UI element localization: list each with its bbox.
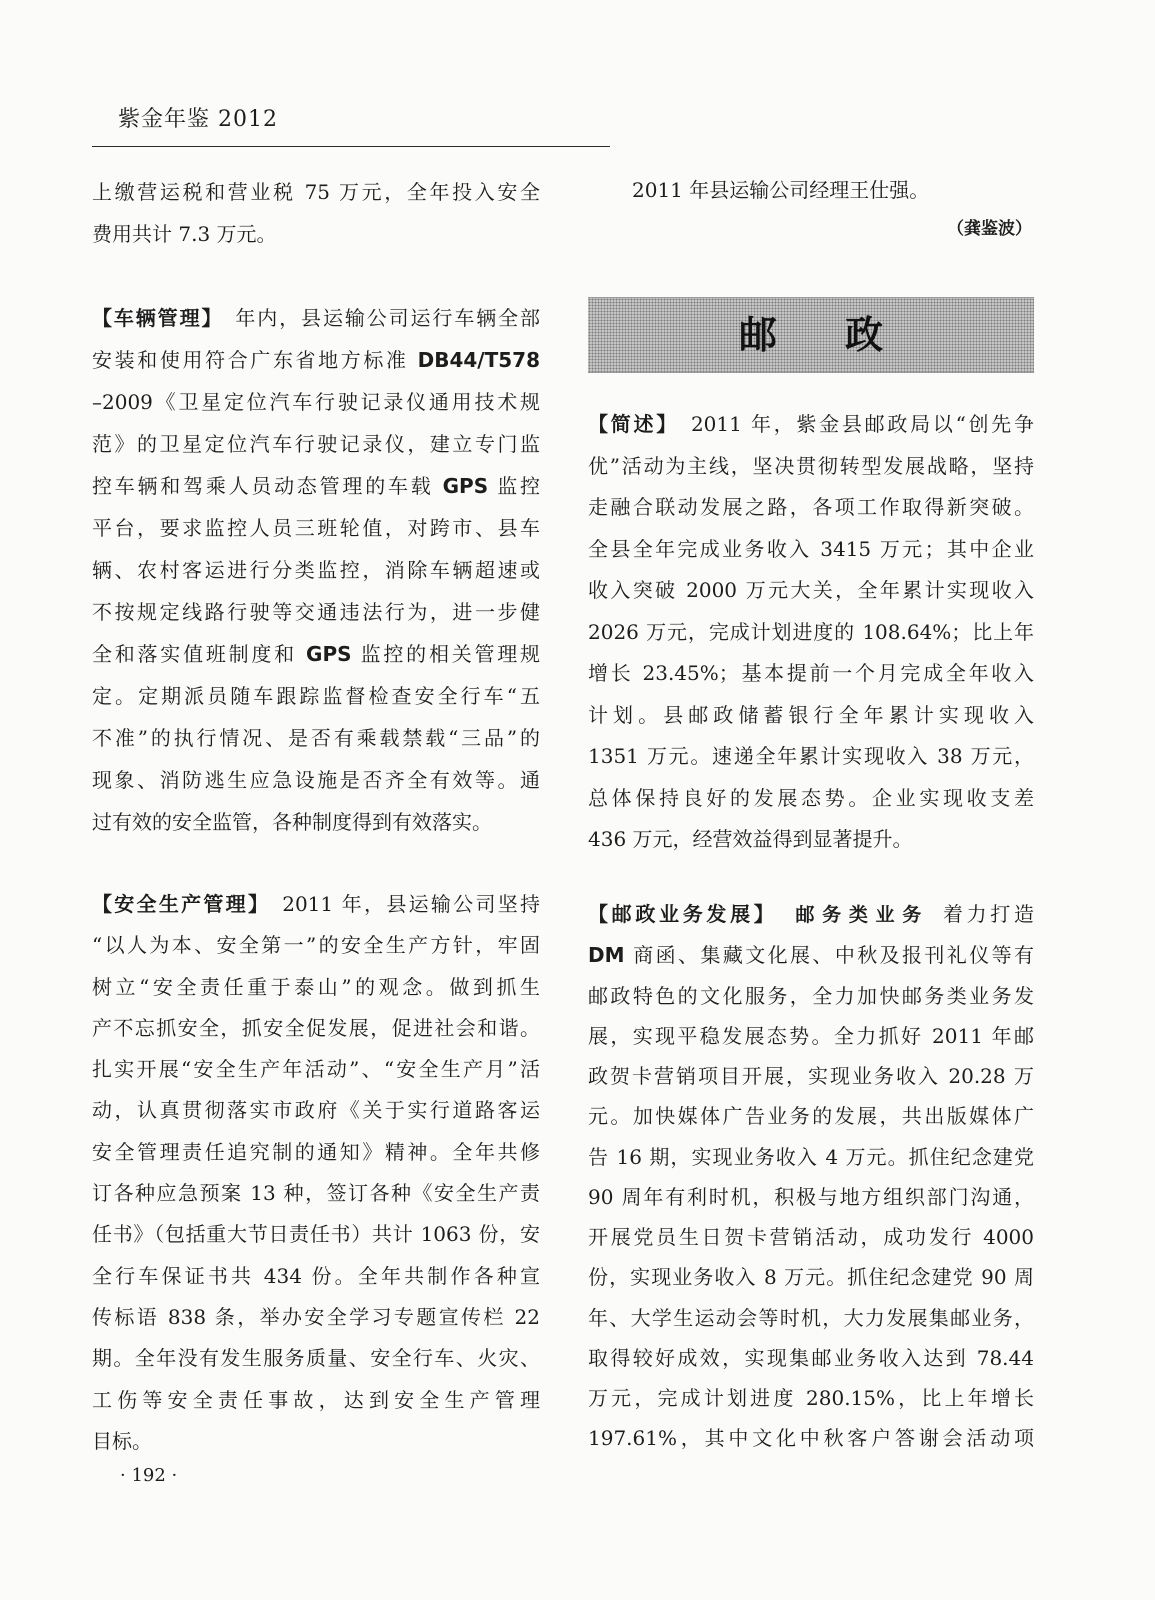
text-line: 平台，要求监控人员三班轮值，对跨市、县车	[92, 516, 540, 540]
gps-term: GPS	[442, 474, 489, 498]
line-text: 全和落实值班制度和	[92, 642, 307, 666]
text-line	[92, 339, 540, 381]
text-line: 过有效的安全监管，各种制度得到有效落实。	[92, 810, 492, 834]
text-line: 订各种应急预案 13 种，签订各种《安全生产责	[92, 1181, 540, 1206]
text-line: –2009《卫星定位汽车行驶记录仪通用技术规	[92, 390, 540, 414]
text-line: 上缴营运税和营业税 75 万元，全年投入安全	[92, 180, 540, 204]
text-line: 邮政特色的文化服务，全力加快邮务类业务发	[588, 983, 1034, 1008]
text-line: 产不忘抓安全，抓安全促发展，促进社会和谐。	[92, 1015, 540, 1040]
dm-term: DM	[588, 943, 625, 968]
text-line: 目标。	[92, 1428, 152, 1453]
text-line: 全县全年完成业务收入 3415 万元；其中企业	[588, 536, 1034, 561]
text-line: 定。定期派员随车跟踪监督检查安全行车“五	[92, 684, 540, 708]
text-line: 优”活动为主线，坚决贯彻转型发展战略，坚持	[588, 453, 1034, 478]
line-text: 2011 年，县运输公司坚持	[282, 892, 540, 916]
text-line: 政贺卡营销项目开展，实现业务收入 20.28 万	[588, 1064, 1034, 1088]
paragraph-continuation-left	[92, 172, 540, 255]
text-line: 全行车保证书共 434 份。全年共制作各种宣	[92, 1263, 540, 1288]
text-line: 费用共计 7.3 万元。	[92, 221, 277, 246]
text-line: “以人为本、安全第一”的安全生产方针，牢固	[92, 933, 540, 958]
line-text: 监控的相关管理规	[351, 642, 541, 666]
text-line: 万元，完成计划进度 280.15%，比上年增长	[588, 1386, 1034, 1410]
line-text: 2011 年，紫金县邮政局以“创先争	[690, 412, 1035, 436]
line-text: 着力打造	[942, 902, 1034, 926]
text-line: 取得较好成效，实现集邮业务收入达到 78.44	[588, 1345, 1034, 1370]
section-heading: 【简述】	[588, 412, 679, 436]
text-line: 扎实开展“安全生产年活动”、“安全生产月”活	[92, 1057, 540, 1082]
section-title-char: 邮	[738, 312, 777, 357]
text-line	[588, 404, 1034, 446]
text-line	[92, 297, 540, 339]
line-text: 年内，县运输公司运行车辆全部	[235, 306, 541, 330]
line-text: 监控	[488, 474, 540, 498]
text-line	[588, 935, 1034, 975]
running-header-title: 紫金年鉴 2012	[118, 107, 278, 132]
line-text: 安装和使用符合广东省地方标准	[92, 348, 418, 372]
text-line	[92, 884, 540, 925]
text-line: 开展党员生日贺卡营销活动，成功发行 4000	[588, 1225, 1034, 1249]
text-line: 计划。县邮政储蓄银行全年累计实现收入	[588, 702, 1034, 727]
line-text: 商函、集藏文化展、中秋及报刊礼仪等有	[624, 943, 1034, 968]
gps-term: GPS	[306, 642, 352, 666]
paragraph-vehicle-management	[92, 297, 540, 843]
paragraph-continuation-right: 2011 年县运输公司经理王仕强。	[632, 178, 930, 202]
paragraph-overview	[588, 404, 1034, 861]
paragraph-safety-management	[92, 884, 540, 1462]
text-line: 辆、农村客运进行分类监控，消除车辆超速或	[92, 558, 540, 582]
text-line: 现象、消防逃生应急设施是否齐全有效等。通	[92, 768, 540, 792]
text-line: 436 万元，经营效益得到显著提升。	[588, 827, 913, 851]
text-line: 元。加快媒体广告业务的发展，共出版媒体广	[588, 1104, 1034, 1129]
text-line: 工伤等安全责任事故，达到安全生产管理	[92, 1387, 540, 1412]
standard-code: DB44/T578	[417, 348, 540, 372]
text-line: 展，实现平稳发展态势。全力抓好 2011 年邮	[588, 1023, 1034, 1048]
text-line: 增长 23.45%；基本提前一个月完成全年收入	[588, 661, 1034, 685]
text-line: 2026 万元，完成计划进度的 108.64%；比上年	[588, 619, 1034, 644]
text-line	[92, 633, 540, 675]
text-line	[588, 894, 1034, 935]
section-heading: 【邮政业务发展】	[588, 902, 778, 926]
section-title-box	[588, 297, 1034, 373]
text-line: 1351 万元。速递全年累计实现收入 38 万元，	[588, 744, 1034, 768]
section-heading: 【车辆管理】	[92, 306, 224, 330]
text-line: 动，认真贯彻落实市政府《关于实行道路客运	[92, 1098, 540, 1123]
section-heading: 【安全生产管理】	[92, 892, 271, 916]
text-line: 告 16 期，实现业务收入 4 万元。抓住纪念建党	[588, 1144, 1034, 1169]
text-line: 传标语 838 条，举办安全学习专题宣传栏 22	[92, 1304, 540, 1329]
text-line: 走融合联动发展之路，各项工作取得新突破。	[588, 495, 1034, 519]
text-line: 任书》（包括重大节日责任书）共计 1063 份，安	[92, 1222, 540, 1247]
text-line: 不按规定线路行驶等交通违法行为，进一步健	[92, 600, 540, 624]
sub-heading: 邮务类业务	[795, 904, 929, 926]
text-line: 197.61%，其中文化中秋客户答谢会活动项	[588, 1426, 1034, 1451]
text-line	[92, 465, 540, 507]
author-credit: （龚鉴波）	[947, 219, 1032, 239]
text-line: 不准”的执行情况、是否有乘载禁载“三品”的	[92, 726, 540, 750]
text-line: 收入突破 2000 万元大关，全年累计实现收入	[588, 578, 1034, 602]
text-line: 总体保持良好的发展态势。企业实现收支差	[588, 785, 1034, 810]
text-line: 90 周年有利时机，积极与地方组织部门沟通，	[588, 1184, 1034, 1209]
text-line: 范》的卫星定位汽车行驶记录仪，建立专门监	[92, 432, 540, 456]
text-line: 安全管理责任追究制的通知》精神。全年共修	[92, 1139, 540, 1164]
line-text: 控车辆和驾乘人员动态管理的车载	[92, 474, 443, 498]
section-title-char: 政	[845, 312, 884, 357]
header-rule	[92, 146, 610, 147]
paragraph-postal-business	[588, 894, 1034, 1459]
text-line: 树立“安全责任重于泰山”的观念。做到抓生	[92, 974, 540, 999]
text-line: 年、大学生运动会等时机，大力发展集邮业务，	[588, 1305, 1034, 1330]
page-number: · 192 ·	[120, 1465, 178, 1486]
text-line: 份，实现业务收入 8 万元。抓住纪念建党 90 周	[588, 1265, 1034, 1290]
text-line: 期。全年没有发生服务质量、安全行车、火灾、	[92, 1346, 540, 1371]
